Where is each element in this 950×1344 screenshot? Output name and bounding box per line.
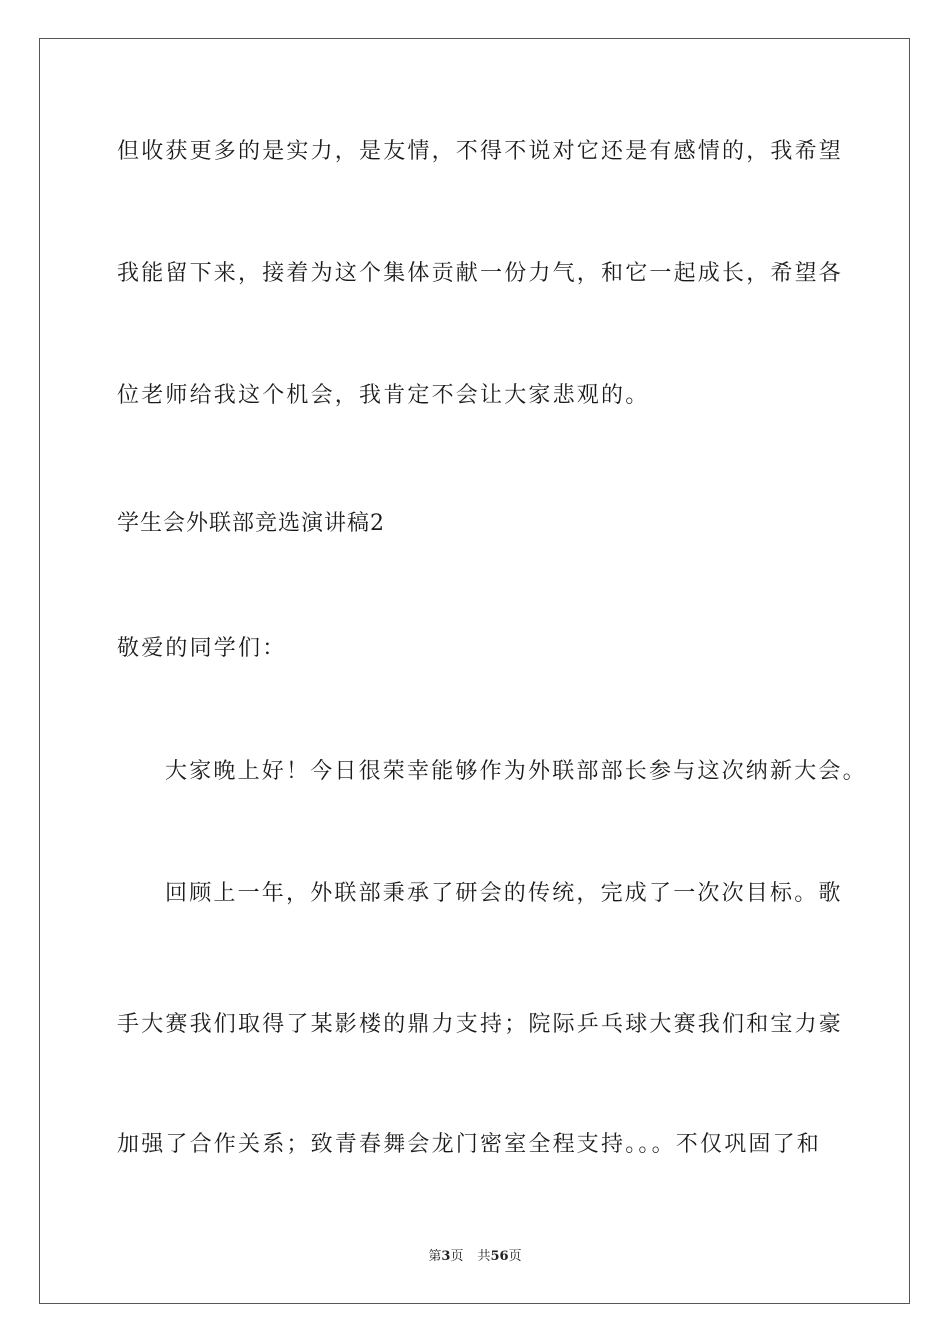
footer-page-prefix: 第 xyxy=(428,1249,442,1264)
paragraph-2-line-1: 回顾上一年，外联部秉承了研会的传统，完成了一次次目标。歌 xyxy=(165,881,843,906)
body-line-2: 我能留下来，接着为这个集体贡献一份力气，和它一起成长，希望各 xyxy=(117,261,844,286)
footer-total-prefix: 共 xyxy=(477,1249,491,1264)
footer-page-number: 3 xyxy=(441,1249,451,1264)
paragraph-1-line-1: 大家晚上好！今日很荣幸能够作为外联部部长参与这次纳新大会。 xyxy=(165,759,867,784)
paragraph-2-line-2: 手大赛我们取得了某影楼的鼎力支持；院际乒乓球大赛我们和宝力豪 xyxy=(117,1012,844,1037)
footer-page-suffix: 页 xyxy=(450,1249,464,1264)
page-footer xyxy=(0,1248,950,1266)
paragraph-2-line-3: 加强了合作关系；致青春舞会龙门密室全程支持。。。不仅巩固了和 xyxy=(117,1132,822,1157)
body-line-3: 位老师给我这个机会，我肯定不会让大家悲观的。 xyxy=(117,383,650,408)
salutation: 敬爱的同学们： xyxy=(117,636,287,661)
section-title: 学生会外联部竞选演讲稿2 xyxy=(117,511,385,536)
footer-total-suffix: 页 xyxy=(508,1249,522,1264)
page-frame xyxy=(39,38,910,1304)
body-line-1: 但收获更多的是实力，是友情，不得不说对它还是有感情的，我希望 xyxy=(117,139,844,164)
footer-total-pages: 56 xyxy=(490,1249,509,1264)
